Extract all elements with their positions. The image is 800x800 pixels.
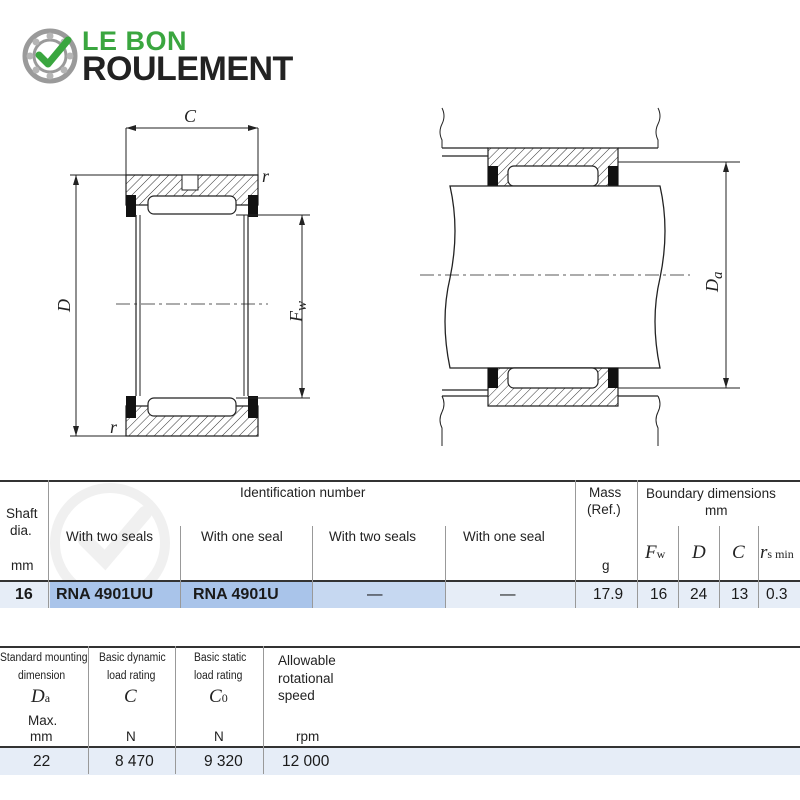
shaft-header-line1: Shaft [6,506,38,521]
col-c-header: C [732,542,745,563]
bearing-check-icon [22,28,78,84]
speed-header-unit: rpm [296,729,320,744]
dim-fw-label: F [286,311,306,322]
cell-part-two-seals[interactable]: RNA 4901UU [56,586,154,603]
mass-header-unit: g [602,558,610,573]
radius-bottom-label: r [110,417,118,437]
da-header-unit: mm [30,729,53,744]
c-header-unit: N [126,729,136,744]
cell-c: 13 [731,586,749,603]
dim-d-label: D [54,299,74,312]
cell-fw: 16 [650,586,668,603]
cell-da: 22 [33,753,51,770]
cell-mass: 17.9 [593,586,624,603]
shaft-header-unit: mm [11,558,34,573]
brand-logo[interactable] [22,26,302,86]
c-header-line1: Basic dynamic [99,652,166,664]
bearing-section-drawing [40,100,340,450]
cell-part-one-seal[interactable]: RNA 4901U [193,586,279,603]
cell-two-seals-2: — [367,586,383,603]
mass-header-line2: (Ref.) [587,502,621,517]
da-header-symbol: Da [31,686,51,707]
radius-top-label: r [262,166,270,186]
col-d-header: D [692,542,706,563]
mass-header-line1: Mass [589,485,622,500]
da-header-line2: dimension [18,670,66,682]
speed-header-line3: speed [278,688,315,703]
col-fw-header: Fw [645,542,666,563]
col-with-two-seals: With two seals [66,529,154,544]
col-rs-header: rs min [760,542,794,563]
cell-speed: 12 000 [282,753,330,770]
col-with-one-seal: With one seal [201,529,283,544]
svg-text:Fw [286,301,310,323]
boundary-header-unit: mm [705,503,728,518]
c-header-symbol: C [124,686,137,707]
logo-text-bottom: ROULEMENT [82,50,293,88]
col-with-one-seal-2: With one seal [463,529,545,544]
da-header-line1: Standard mounting [0,652,88,664]
c0-header-unit: N [214,729,224,744]
cell-d: 24 [690,586,708,603]
c0-header-line1: Basic static [194,652,247,664]
col-with-two-seals-2: With two seals [329,529,417,544]
shaft-header-line2: dia. [10,523,32,538]
boundary-header: Boundary dimensions [646,486,776,501]
mounting-drawing [420,100,750,450]
dim-da-label: D [702,279,722,292]
da-header-max: Max. [28,713,58,728]
cell-shaft: 16 [15,586,33,603]
cell-one-seal-2: — [500,586,516,603]
cell-dynamic-load: 8 470 [115,753,154,770]
logo-text-top: LE BON [82,26,188,56]
c-header-line2: load rating [107,670,156,682]
c0-header-symbol: C0 [209,686,228,707]
c0-header-line2: load rating [194,670,243,682]
dim-da-sub: a [710,271,726,279]
spec-table-ratings [0,646,800,776]
speed-header-line1: Allowable [278,653,336,668]
speed-header-line2: rotational [278,671,334,686]
cell-rs: 0.3 [766,586,788,603]
spec-table-identification [0,480,800,610]
dim-c-label: C [184,106,197,126]
svg-text:Da [702,272,726,294]
dim-fw-sub: w [294,300,310,311]
cell-static-load: 9 320 [204,753,243,770]
identification-header: Identification number [240,485,366,500]
